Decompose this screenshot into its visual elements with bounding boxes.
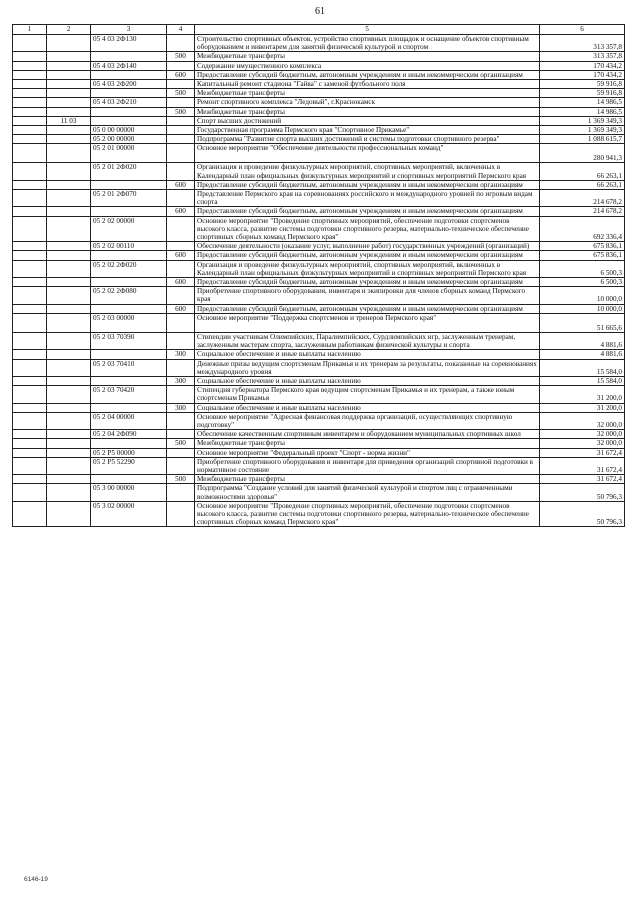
cell-target-code: 05 2 01 00000 <box>91 144 167 163</box>
cell-expense-type <box>167 126 195 135</box>
table-row <box>13 107 625 116</box>
table-row <box>13 89 625 98</box>
table-row <box>13 116 625 125</box>
cell-amount: 66 263,1 <box>540 163 625 180</box>
table-row <box>13 457 625 474</box>
cell-chapter <box>13 350 47 359</box>
table-row <box>13 135 625 144</box>
cell-section <box>47 359 91 376</box>
cell-target-code <box>91 180 167 189</box>
cell-section <box>47 332 91 349</box>
table-row <box>13 260 625 277</box>
cell-chapter <box>13 216 47 242</box>
table-row <box>13 242 625 251</box>
cell-description: Содержание имущественного комплекса <box>195 61 540 70</box>
column-header: 3 <box>91 25 167 35</box>
column-header: 4 <box>167 25 195 35</box>
cell-expense-type <box>167 386 195 403</box>
cell-target-code <box>91 403 167 412</box>
table-row <box>13 304 625 313</box>
cell-section <box>47 251 91 260</box>
cell-amount: 51 665,6 <box>540 313 625 332</box>
cell-chapter <box>13 190 47 207</box>
cell-target-code: 05 2 02 2Ф080 <box>91 287 167 304</box>
cell-section <box>47 70 91 79</box>
cell-description: Стипендия губернатора Пермского края ведущим спортсменам Прикамья и их тренерам, а также юным спортсменам Прикамья <box>195 386 540 403</box>
cell-target-code: 05 2 04 00000 <box>91 412 167 429</box>
cell-amount: 15 584,0 <box>540 359 625 376</box>
cell-expense-type <box>167 359 195 376</box>
cell-section <box>47 287 91 304</box>
cell-target-code <box>91 475 167 484</box>
cell-section <box>47 89 91 98</box>
cell-chapter <box>13 412 47 429</box>
cell-target-code: 05 2 01 2Ф020 <box>91 163 167 180</box>
cell-section <box>47 475 91 484</box>
cell-section <box>47 457 91 474</box>
cell-expense-type <box>167 430 195 439</box>
cell-amount: 170 434,2 <box>540 61 625 70</box>
cell-description: Приобретение спортивного оборудования, инвентаря и экипировки для членов сборных команд Пермского края <box>195 287 540 304</box>
cell-amount: 14 986,5 <box>540 107 625 116</box>
footer-mark: 6146-19 <box>24 876 48 883</box>
cell-amount: 4 881,6 <box>540 332 625 349</box>
cell-chapter <box>13 251 47 260</box>
table-row <box>13 52 625 61</box>
table-row <box>13 439 625 448</box>
table-row <box>13 70 625 79</box>
cell-chapter <box>13 107 47 116</box>
cell-section <box>47 98 91 107</box>
cell-amount: 1 369 349,3 <box>540 126 625 135</box>
cell-section <box>47 163 91 180</box>
cell-amount: 6 500,3 <box>540 278 625 287</box>
cell-section <box>47 180 91 189</box>
cell-chapter <box>13 430 47 439</box>
cell-expense-type: 300 <box>167 376 195 385</box>
cell-description: Предоставление субсидий бюджетным, автономным учреждениям и иным некоммерческим организациям <box>195 278 540 287</box>
cell-amount: 313 357,8 <box>540 35 625 52</box>
page-number: 61 <box>315 6 325 17</box>
cell-amount: 15 584,0 <box>540 376 625 385</box>
cell-target-code <box>91 70 167 79</box>
cell-target-code <box>91 350 167 359</box>
table-row <box>13 180 625 189</box>
cell-expense-type: 300 <box>167 350 195 359</box>
cell-expense-type <box>167 501 195 527</box>
cell-target-code: 05 2 03 70390 <box>91 332 167 349</box>
cell-expense-type: 600 <box>167 251 195 260</box>
column-header: 1 <box>13 25 47 35</box>
cell-section <box>47 304 91 313</box>
cell-expense-type: 500 <box>167 439 195 448</box>
cell-amount: 1 088 615,7 <box>540 135 625 144</box>
cell-description: Основное мероприятие "Проведение спортивных мероприятий, обеспечение подготовки спортсменов высокого класса, развитие системы подготовки спортивного резерва, материально-техническое обеспечение спортивных сборных команд Пермского края" <box>195 501 540 527</box>
cell-amount: 4 881,6 <box>540 350 625 359</box>
cell-expense-type <box>167 412 195 429</box>
cell-description: Обеспечение качественным спортивным инвентарем и оборудованием муниципальных спортивных школ <box>195 430 540 439</box>
cell-section <box>47 80 91 89</box>
cell-amount: 280 941,3 <box>540 144 625 163</box>
cell-chapter <box>13 403 47 412</box>
cell-description: Подпрограмма "Развитие спорта высших достижений и системы подготовки спортивного резерва" <box>195 135 540 144</box>
cell-amount: 170 434,2 <box>540 70 625 79</box>
cell-description: Межбюджетные трансферты <box>195 439 540 448</box>
cell-amount: 50 796,3 <box>540 484 625 501</box>
column-header: 5 <box>195 25 540 35</box>
cell-chapter <box>13 448 47 457</box>
cell-description: Предоставление субсидий бюджетным, автономным учреждениям и иным некоммерческим организациям <box>195 70 540 79</box>
cell-amount: 1 369 349,3 <box>540 116 625 125</box>
cell-amount: 675 836,1 <box>540 242 625 251</box>
cell-target-code <box>91 278 167 287</box>
cell-description: Основное мероприятие "Обеспечение деятельности профессиональных команд" <box>195 144 540 163</box>
cell-section <box>47 386 91 403</box>
cell-description: Организация и проведение физкультурных мероприятий, спортивных мероприятий, включенных в Календарный план официальных физкультурных мероприятий и спортивных мероприятий Пермского края <box>195 163 540 180</box>
cell-target-code: 05 2 02 00000 <box>91 216 167 242</box>
cell-description: Социальное обеспечение и иные выплаты населению <box>195 403 540 412</box>
cell-target-code: 05 2 P5 00000 <box>91 448 167 457</box>
cell-section <box>47 376 91 385</box>
cell-section <box>47 126 91 135</box>
cell-chapter <box>13 304 47 313</box>
cell-expense-type: 600 <box>167 278 195 287</box>
cell-expense-type <box>167 80 195 89</box>
cell-target-code: 05 3 02 00000 <box>91 501 167 527</box>
table-row <box>13 207 625 216</box>
table-header-row <box>13 25 625 35</box>
cell-section <box>47 61 91 70</box>
cell-section <box>47 501 91 527</box>
table-row <box>13 313 625 332</box>
table-row <box>13 163 625 180</box>
cell-target-code <box>91 304 167 313</box>
table-row <box>13 448 625 457</box>
cell-description: Основное мероприятие "Адресная финансовая поддержка организаций, осуществляющих спортивную подготовку" <box>195 412 540 429</box>
cell-description: Спорт высших достижений <box>195 116 540 125</box>
cell-description: Стипендии участникам Олимпийских, Паралимпийских, Сурдлимпийских игр, заслуженным тренерам, заслуженным мастерам спорта, заслуженным работникам физической культуры и спорта <box>195 332 540 349</box>
cell-description: Социальное обеспечение и иные выплаты населению <box>195 376 540 385</box>
table-row <box>13 144 625 163</box>
cell-description: Предоставление субсидий бюджетным, автономным учреждениям и иным некоммерческим организациям <box>195 180 540 189</box>
cell-chapter <box>13 80 47 89</box>
cell-description: Основное мероприятие "Проведение спортивных мероприятий, обеспечение подготовки спортсменов высокого класса, развитие системы подготовки спортивного резерва, материально-техническое обеспечение спортивных сборных команд Пермского края" <box>195 216 540 242</box>
table-row <box>13 412 625 429</box>
cell-target-code: 05 4 03 2Ф200 <box>91 80 167 89</box>
cell-expense-type: 500 <box>167 475 195 484</box>
cell-section <box>47 430 91 439</box>
cell-amount: 31 200,0 <box>540 403 625 412</box>
cell-chapter <box>13 260 47 277</box>
cell-chapter <box>13 70 47 79</box>
cell-expense-type <box>167 135 195 144</box>
table-row <box>13 278 625 287</box>
cell-amount: 32 000,0 <box>540 439 625 448</box>
cell-target-code <box>91 207 167 216</box>
cell-description: Обеспечение деятельности (оказание услуг, выполнение работ) государственных учреждений (организаций) <box>195 242 540 251</box>
cell-section <box>47 35 91 52</box>
cell-section <box>47 412 91 429</box>
cell-expense-type: 500 <box>167 89 195 98</box>
table-row <box>13 251 625 260</box>
cell-expense-type <box>167 61 195 70</box>
cell-amount: 31 672,4 <box>540 475 625 484</box>
cell-chapter <box>13 35 47 52</box>
cell-target-code: 05 2 01 2Ф070 <box>91 190 167 207</box>
cell-chapter <box>13 61 47 70</box>
cell-description: Межбюджетные трансферты <box>195 89 540 98</box>
cell-expense-type <box>167 457 195 474</box>
table-body <box>13 35 625 527</box>
cell-section <box>47 190 91 207</box>
cell-description: Ремонт спортивного комплекса "Ледовый", г.Краснокамск <box>195 98 540 107</box>
cell-description: Организация и проведение физкультурных мероприятий, спортивных мероприятий, включенных в Календарный план официальных физкультурных мероприятий и спортивных мероприятий Пермского края <box>195 260 540 277</box>
cell-section <box>47 207 91 216</box>
cell-expense-type <box>167 216 195 242</box>
cell-amount: 50 796,3 <box>540 501 625 527</box>
table-row <box>13 35 625 52</box>
cell-amount: 31 672,4 <box>540 448 625 457</box>
cell-target-code <box>91 52 167 61</box>
cell-target-code <box>91 107 167 116</box>
table-row <box>13 287 625 304</box>
cell-amount: 214 678,2 <box>540 190 625 207</box>
table-row <box>13 403 625 412</box>
table-row <box>13 430 625 439</box>
cell-section <box>47 313 91 332</box>
cell-chapter <box>13 163 47 180</box>
table-row <box>13 501 625 527</box>
cell-section <box>47 278 91 287</box>
cell-chapter <box>13 457 47 474</box>
cell-expense-type <box>167 98 195 107</box>
cell-chapter <box>13 484 47 501</box>
cell-amount: 10 000,0 <box>540 287 625 304</box>
cell-description: Денежные призы ведущим спортсменам Прикамья и их тренерам за результаты, показанные на соревнованиях международного уровня <box>195 359 540 376</box>
cell-section <box>47 135 91 144</box>
cell-expense-type: 500 <box>167 107 195 116</box>
cell-description: Социальное обеспечение и иные выплаты населению <box>195 350 540 359</box>
cell-description: Межбюджетные трансферты <box>195 475 540 484</box>
cell-expense-type <box>167 448 195 457</box>
table-row <box>13 350 625 359</box>
cell-chapter <box>13 501 47 527</box>
cell-expense-type <box>167 260 195 277</box>
cell-target-code: 05 4 03 2Ф140 <box>91 61 167 70</box>
cell-section <box>47 484 91 501</box>
cell-section <box>47 144 91 163</box>
cell-target-code <box>91 89 167 98</box>
cell-chapter <box>13 278 47 287</box>
budget-table <box>12 24 625 527</box>
cell-chapter <box>13 242 47 251</box>
cell-chapter <box>13 376 47 385</box>
cell-expense-type <box>167 35 195 52</box>
cell-expense-type <box>167 144 195 163</box>
cell-description: Приобретение спортивного оборудования и инвентаря для приведения организаций спортивной подготовки в нормативное состояние <box>195 457 540 474</box>
cell-description: Капитальный ремонт стадиона "Гайва" с заменой футбольного поля <box>195 80 540 89</box>
cell-description: Основное мероприятие "Поддержка спортсменов и тренеров Пермского края" <box>195 313 540 332</box>
table-row <box>13 386 625 403</box>
cell-description: Строительство спортивных объектов, устройство спортивных площадок и оснащение объектов спортивным оборудованием и инвентарем для занятий физической культурой и спортом <box>195 35 540 52</box>
cell-description: Межбюджетные трансферты <box>195 107 540 116</box>
cell-expense-type: 600 <box>167 207 195 216</box>
cell-target-code <box>91 251 167 260</box>
cell-chapter <box>13 386 47 403</box>
cell-expense-type: 600 <box>167 180 195 189</box>
cell-section <box>47 107 91 116</box>
cell-amount: 32 000,0 <box>540 430 625 439</box>
table-row <box>13 332 625 349</box>
cell-description: Предоставление субсидий бюджетным, автономным учреждениям и иным некоммерческим организациям <box>195 251 540 260</box>
cell-amount: 6 500,3 <box>540 260 625 277</box>
cell-section <box>47 242 91 251</box>
cell-expense-type <box>167 287 195 304</box>
cell-section <box>47 216 91 242</box>
cell-description: Государственная программа Пермского края "Спортивное Прикамье" <box>195 126 540 135</box>
cell-chapter <box>13 332 47 349</box>
cell-chapter <box>13 287 47 304</box>
cell-amount: 313 357,8 <box>540 52 625 61</box>
column-header: 2 <box>47 25 91 35</box>
cell-chapter <box>13 475 47 484</box>
cell-chapter <box>13 89 47 98</box>
cell-expense-type <box>167 242 195 251</box>
cell-section <box>47 350 91 359</box>
cell-target-code: 05 2 02 00110 <box>91 242 167 251</box>
cell-target-code <box>91 376 167 385</box>
table-row <box>13 126 625 135</box>
cell-description: Представление Пермского края на соревнованиях российского и международного уровней по игровым видам спорта <box>195 190 540 207</box>
cell-chapter <box>13 98 47 107</box>
table-row <box>13 216 625 242</box>
cell-target-code <box>91 439 167 448</box>
cell-chapter <box>13 144 47 163</box>
table-row <box>13 475 625 484</box>
table-row <box>13 484 625 501</box>
cell-chapter <box>13 313 47 332</box>
cell-chapter <box>13 116 47 125</box>
cell-description: Предоставление субсидий бюджетным, автономным учреждениям и иным некоммерческим организациям <box>195 207 540 216</box>
cell-section <box>47 448 91 457</box>
cell-expense-type <box>167 313 195 332</box>
cell-target-code: 05 2 03 70420 <box>91 386 167 403</box>
cell-amount: 31 672,4 <box>540 457 625 474</box>
cell-chapter <box>13 135 47 144</box>
cell-target-code: 05 4 03 2Ф130 <box>91 35 167 52</box>
cell-target-code <box>91 116 167 125</box>
cell-amount: 675 836,1 <box>540 251 625 260</box>
cell-description: Основное мероприятие "Федеральный проект "Спорт - норма жизни" <box>195 448 540 457</box>
cell-amount: 59 916,8 <box>540 89 625 98</box>
cell-section: 11 03 <box>47 116 91 125</box>
cell-chapter <box>13 359 47 376</box>
cell-expense-type <box>167 484 195 501</box>
cell-amount: 32 000,0 <box>540 412 625 429</box>
cell-amount: 10 000,0 <box>540 304 625 313</box>
cell-chapter <box>13 180 47 189</box>
cell-description: Подпрограмма "Создание условий для занятий физической культурой и спортом лиц с ограниченными возможностями здоровья" <box>195 484 540 501</box>
cell-expense-type: 300 <box>167 403 195 412</box>
cell-section <box>47 403 91 412</box>
cell-amount: 214 678,2 <box>540 207 625 216</box>
cell-target-code: 05 2 00 00000 <box>91 135 167 144</box>
table-row <box>13 98 625 107</box>
cell-section <box>47 439 91 448</box>
cell-expense-type: 600 <box>167 70 195 79</box>
cell-expense-type: 600 <box>167 304 195 313</box>
cell-target-code: 05 2 P5 52290 <box>91 457 167 474</box>
cell-target-code: 05 3 00 00000 <box>91 484 167 501</box>
cell-description: Предоставление субсидий бюджетным, автономным учреждениям и иным некоммерческим организациям <box>195 304 540 313</box>
cell-amount: 31 200,0 <box>540 386 625 403</box>
table-row <box>13 190 625 207</box>
cell-amount: 14 986,5 <box>540 98 625 107</box>
cell-amount: 692 336,4 <box>540 216 625 242</box>
cell-target-code: 05 0 00 00000 <box>91 126 167 135</box>
cell-target-code: 05 2 04 2Ф090 <box>91 430 167 439</box>
table-row <box>13 359 625 376</box>
cell-section <box>47 52 91 61</box>
table-row <box>13 376 625 385</box>
cell-target-code: 05 2 03 70410 <box>91 359 167 376</box>
cell-target-code: 05 2 03 00000 <box>91 313 167 332</box>
cell-target-code: 05 4 03 2Ф210 <box>91 98 167 107</box>
table-row <box>13 80 625 89</box>
cell-chapter <box>13 207 47 216</box>
cell-target-code: 05 2 02 2Ф020 <box>91 260 167 277</box>
cell-expense-type: 500 <box>167 52 195 61</box>
cell-description: Межбюджетные трансферты <box>195 52 540 61</box>
table-row <box>13 61 625 70</box>
column-header: 6 <box>540 25 625 35</box>
cell-amount: 66 263,1 <box>540 180 625 189</box>
cell-chapter <box>13 52 47 61</box>
cell-expense-type <box>167 163 195 180</box>
cell-chapter <box>13 126 47 135</box>
cell-amount: 59 916,8 <box>540 80 625 89</box>
cell-expense-type <box>167 332 195 349</box>
cell-chapter <box>13 439 47 448</box>
cell-expense-type <box>167 116 195 125</box>
cell-expense-type <box>167 190 195 207</box>
cell-section <box>47 260 91 277</box>
